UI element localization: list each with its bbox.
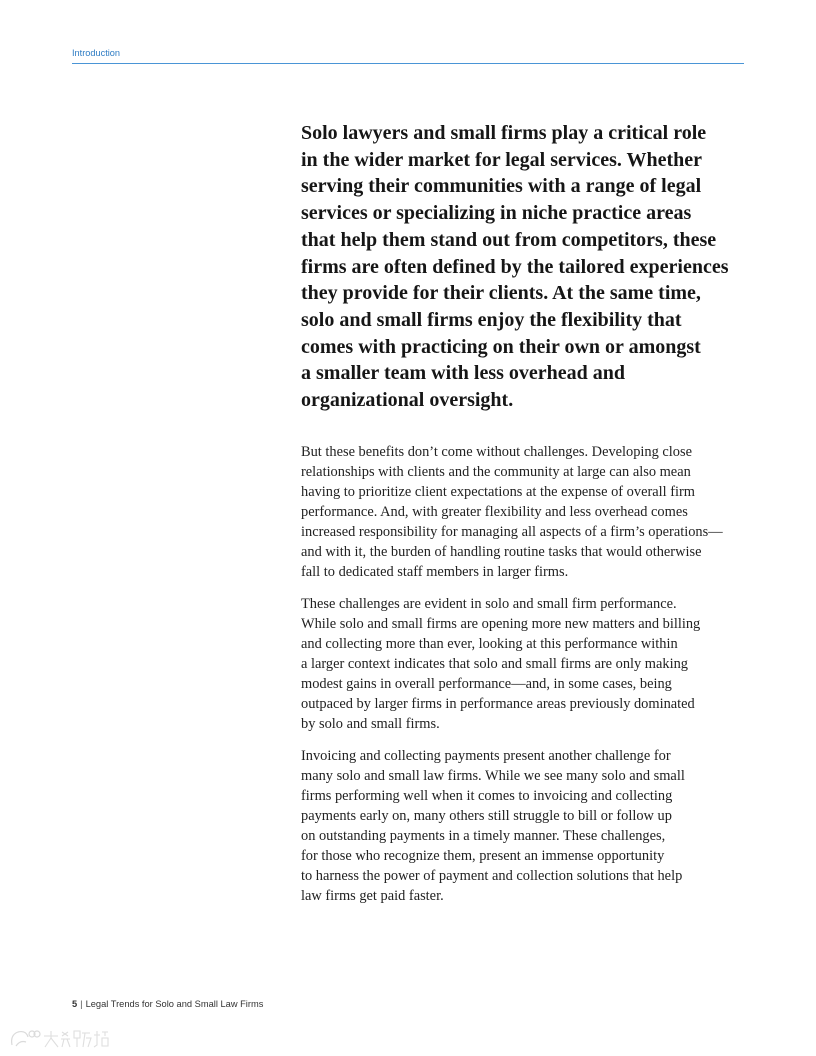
body-line: outpaced by larger firms in performance areas previously dominated <box>301 696 695 712</box>
body-line: While solo and small firms are opening more new matters and billing <box>301 616 701 632</box>
body-line: a larger context indicates that solo and small firms are only making <box>301 656 688 672</box>
lead-line: they provide for their clients. At the same time, <box>301 282 701 305</box>
footer-separator: | <box>80 999 83 1009</box>
lead-line: serving their communities with a range of legal <box>301 175 702 198</box>
page-footer <box>72 997 263 1011</box>
body-line: fall to dedicated staff members in larger firms. <box>301 564 569 580</box>
lead-line: services or specializing in niche practice areas <box>301 202 692 225</box>
body-line: and collecting more than ever, looking at this performance within <box>301 636 678 652</box>
lead-line: comes with practicing on their own or amongst <box>301 335 701 358</box>
body-line: performance. And, with greater flexibility and less overhead comes <box>301 504 688 520</box>
lead-line: Solo lawyers and small firms play a critical role <box>301 122 707 144</box>
body-line: Invoicing and collecting payments present another challenge for <box>301 748 671 764</box>
body-text <box>301 442 723 918</box>
watermark-logo <box>6 1026 110 1052</box>
body-paragraph-2 <box>301 594 723 734</box>
body-line: on outstanding payments in a timely manner. These challenges, <box>301 828 666 844</box>
footer-title: Legal Trends for Solo and Small Law Firms <box>85 999 264 1009</box>
body-line: firms performing well when it comes to invoicing and collecting <box>301 788 673 804</box>
body-paragraph-1 <box>301 442 723 582</box>
body-line: modest gains in overall performance—and, in some cases, being <box>301 676 672 692</box>
body-line: and with it, the burden of handling routine tasks that would otherwise <box>301 544 702 560</box>
lead-line: in the wider market for legal services. Whether <box>301 148 703 171</box>
lead-paragraph <box>301 120 729 414</box>
body-line: These challenges are evident in solo and small firm performance. <box>301 596 677 612</box>
body-line: many solo and small law firms. While we see many solo and small <box>301 768 685 784</box>
lead-line: organizational oversight. <box>301 389 514 412</box>
page-number: 5 <box>72 999 78 1009</box>
body-paragraph-3 <box>301 746 723 906</box>
lead-line: a smaller team with less overhead and <box>301 362 626 385</box>
body-line: increased responsibility for managing all aspects of a firm’s operations— <box>301 524 723 540</box>
lead-line: firms are often defined by the tailored experiences <box>301 255 729 278</box>
body-line: for those who recognize them, present an immense opportunity <box>301 848 665 864</box>
header-divider <box>72 63 744 64</box>
body-line: having to prioritize client expectations at the expense of overall firm <box>301 484 695 500</box>
body-line: But these benefits don’t come without challenges. Developing close <box>301 444 692 460</box>
body-line: law firms get paid faster. <box>301 888 444 904</box>
body-line: by solo and small firms. <box>301 716 440 732</box>
body-line: to harness the power of payment and collection solutions that help <box>301 868 683 884</box>
body-line: relationships with clients and the community at large can also mean <box>301 464 691 480</box>
lead-line: that help them stand out from competitors, these <box>301 228 717 251</box>
body-line: payments early on, many others still struggle to bill or follow up <box>301 808 672 824</box>
lead-line: solo and small firms enjoy the flexibility that <box>301 308 682 331</box>
section-header: Introduction <box>72 48 121 58</box>
